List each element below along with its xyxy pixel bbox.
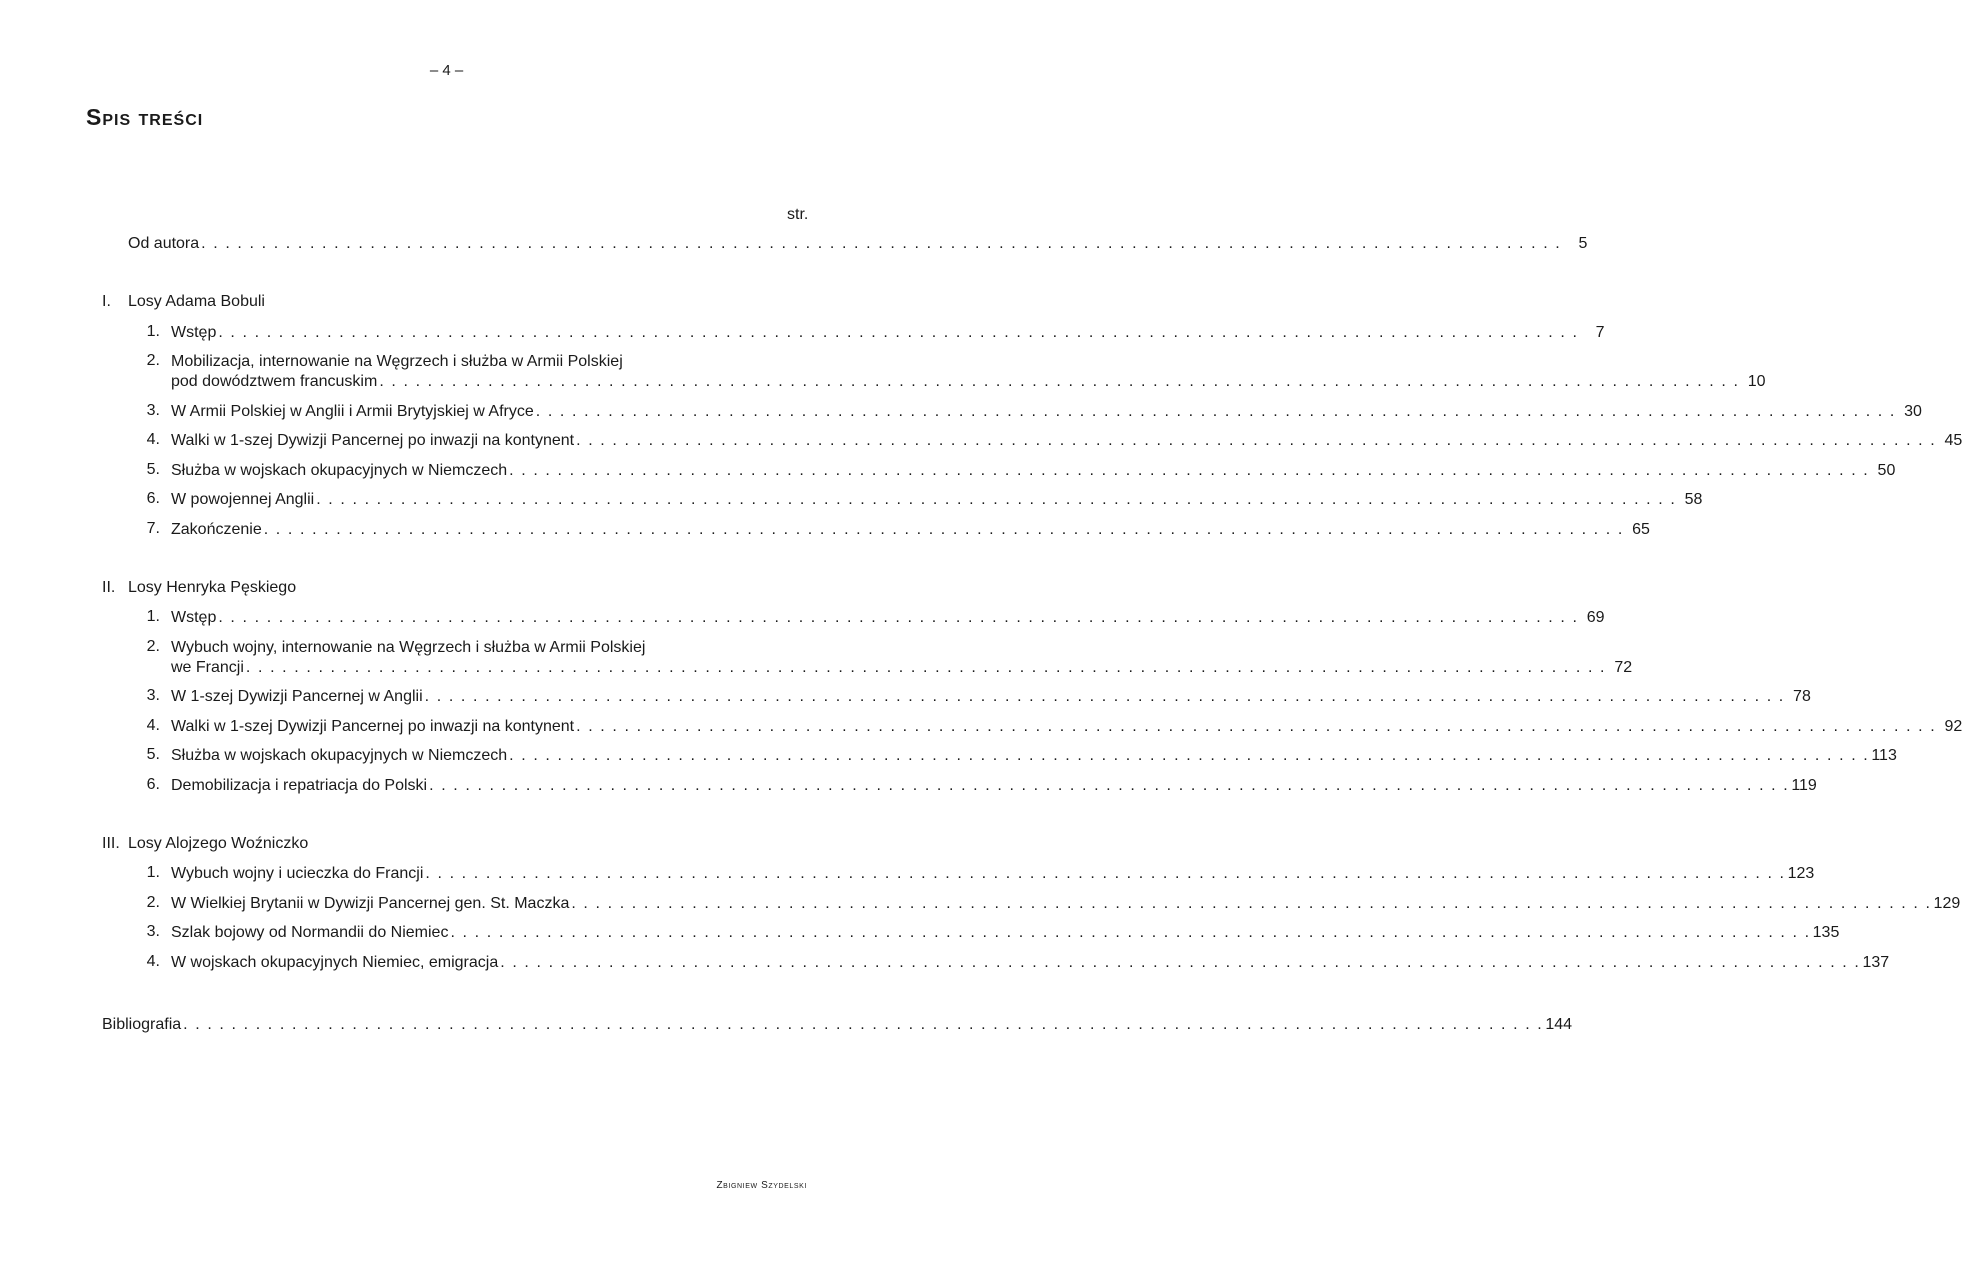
item-number: 2. [146,637,160,655]
dot-leader: . . . . . . . . . . . . . . . . . . . . . . . . . . . . . . . . . . . . . . . . . . . . . . . . . . . . . . . . . . . . . . . . . . . . . . . . . . . . . . . . . . . . . . . . . . . . . . . . . . . . . . . . . . . . . . . . . [500,953,1861,971]
item-row [171,520,1650,540]
item-page: 7 [1595,323,1605,341]
item-entry [171,461,1896,481]
item-entry [171,490,1703,510]
item-entry [171,717,1962,737]
item-entry [171,746,1897,766]
item-row [171,608,1605,628]
intro-page: 5 [1578,235,1588,252]
bibliography-row [102,1015,1573,1035]
item-entry [171,402,1922,422]
item-text-line: Mobilizacja, internowanie na Węgrzech i służba w Armii Polskiej [171,353,623,370]
item-entry [171,608,1605,628]
item-number: 6. [146,490,160,507]
dot-leader: . . . . . . . . . . . . . . . . . . . . . . . . . . . . . . . . . . . . . . . . . . . . . . . . . . . . . . . . . . . . . . . . . . . . . . . . . . . . . . . . . . . . . . . . . . . . . . . . . . . . . . . . . . . . . . . . . [218,609,1579,626]
dot-leader: . . . . . . . . . . . . . . . . . . . . . . . . . . . . . . . . . . . . . . . . . . . . . . . . . . . . . . . . . . . . . . . . . . . . . . . . . . . . . . . . . . . . . . . . . . . . . . . . . . . . . . . . . . . . . . . . . [245,658,1607,676]
bibliography-text: Bibliografia [102,1016,182,1033]
section-title: Losy Adama Bobuli [128,293,265,310]
item-text-line: Wybuch wojny, internowanie na Węgrzech i służba w Armii Polskiej [171,638,646,656]
item-number: 5. [146,746,160,763]
item-row [171,490,1703,510]
section-title: Losy Henryka Pęskiego [128,578,297,596]
dot-leader: . . . . . . . . . . . . . . . . . . . . . . . . . . . . . . . . . . . . . . . . . . . . . . . . . . . . . . . . . . . . . . . . . . . . . . . . . . . . . . . . . . . . . . . . . . . . . . . . . . . . . . . . . . . . . . . . . [183,1016,1544,1033]
item-row [171,323,1605,343]
item-row [171,431,1962,451]
bibliography-page: 144 [1545,1016,1573,1033]
item-row [171,746,1897,766]
item-number: 1. [146,864,160,881]
item-number: 4. [146,431,160,448]
item-entry [171,953,1890,973]
item-text: Zakończenie [171,520,262,538]
item-text: W 1-szej Dywizji Pancernej w Anglii [171,688,423,705]
section-number: III. [102,834,120,852]
item-page: 69 [1586,609,1605,626]
dot-leader: . . . . . . . . . . . . . . . . . . . . . . . . . . . . . . . . . . . . . . . . . . . . . . . . . . . . . . . . . . . . . . . . . . . . . . . . . . . . . . . . . . . . . . . . . . . . . . . . . . . . . . . . . . . . . . . . . [429,776,1790,794]
item-row [171,776,1817,796]
item-text: Służba w wojskach okupacyjnych w Niemczech [171,747,508,764]
item-text: Wstęp [171,609,217,626]
dot-leader: . . . . . . . . . . . . . . . . . . . . . . . . . . . . . . . . . . . . . . . . . . . . . . . . . . . . . . . . . . . . . . . . . . . . . . . . . . . . . . . . . . . . . . . . . . . . . . . . . . . . . . . . . . . . . . . . . [576,432,1937,449]
item-entry [171,372,1766,392]
item-page: 45 [1944,432,1962,449]
item-text: Służba w wojskach okupacyjnych w Niemczech [171,461,508,479]
item-number: 1. [146,322,160,340]
item-entry [171,520,1650,540]
item-page: 113 [1871,747,1897,764]
item-text: Szlak bojowy od Normandii do Niemiec [171,924,449,941]
item-number: 6. [146,775,160,793]
item-page: 72 [1614,658,1633,676]
item-text: Wstęp [171,323,217,341]
item-page: 123 [1787,865,1815,882]
item-page: 50 [1877,461,1896,479]
dot-leader: . . . . . . . . . . . . . . . . . . . . . . . . . . . . . . . . . . . . . . . . . . . . . . . . . . . . . . . . . . . . . . . . . . . . . . . . . . . . . . . . . . . . . . . . . . . . . . . . . . . . . . . . . . . . . . . . . [509,461,1870,479]
item-entry [171,894,1961,914]
item-number: 3. [146,687,160,704]
item-number: 4. [146,716,160,734]
item-number: 5. [146,460,160,478]
item-entry [171,658,1633,678]
item-entry [171,776,1817,796]
item-row [171,953,1890,973]
section-number: II. [102,578,116,596]
item-page: 119 [1791,776,1817,794]
intro-row [128,234,1588,254]
dot-leader: . . . . . . . . . . . . . . . . . . . . . . . . . . . . . . . . . . . . . . . . . . . . . . . . . . . . . . . . . . . . . . . . . . . . . . . . . . . . . . . . . . . . . . . . . . . . . . . . . . . . . . . . . . . . . . . . . [316,491,1677,508]
item-text: Wybuch wojny i ucieczka do Francji [171,865,424,882]
dot-leader: . . . . . . . . . . . . . . . . . . . . . . . . . . . . . . . . . . . . . . . . . . . . . . . . . . . . . . . . . . . . . . . . . . . . . . . . . . . . . . . . . . . . . . . . . . . . . . . . . . . . . . . . . . . . . . . . . [571,894,1932,912]
dot-leader: . . . . . . . . . . . . . . . . . . . . . . . . . . . . . . . . . . . . . . . . . . . . . . . . . . . . . . . . . . . . . . . . . . . . . . . . . . . . . . . . . . . . . . . . . . . . . . . . . . . . . . . . . . . . . . . . . [424,688,1785,705]
item-row [171,864,1815,884]
dot-leader: . . . . . . . . . . . . . . . . . . . . . . . . . . . . . . . . . . . . . . . . . . . . . . . . . . . . . . . . . . . . . . . . . . . . . . . . . . . . . . . . . . . . . . . . . . . . . . . . . . . . . . . . . . . . . . . . . [509,747,1870,764]
item-page: 58 [1684,491,1703,508]
item-number: 3. [146,401,160,419]
dot-leader: . . . . . . . . . . . . . . . . . . . . . . . . . . . . . . . . . . . . . . . . . . . . . . . . . . . . . . . . . . . . . . . . . . . . . . . . . . . . . . . . . . . . . . . . . . . . . . . . . . . . . . . . . . . . . . . . . [218,323,1579,341]
item-entry [171,687,1811,707]
dot-leader: . . . . . . . . . . . . . . . . . . . . . . . . . . . . . . . . . . . . . . . . . . . . . . . . . . . . . . . . . . . . . . . . . . . . . . . . . . . . . . . . . . . . . . . . . . . . . . . . . . . . . . . . . . . . . . . . . [263,520,1624,538]
page-column-label: str. [787,206,809,223]
item-number: 3. [146,923,160,940]
item-text: W powojennej Anglii [171,491,315,508]
item-entry [171,923,1840,943]
item-row [171,923,1840,943]
item-text: W Armii Polskiej w Anglii i Armii Brytyjskiej w Afryce [171,402,534,420]
item-number: 1. [146,608,160,625]
page-number: – 4 – [429,62,464,79]
item-row [171,372,1766,392]
section-number: I. [102,293,111,310]
item-text: Walki w 1-szej Dywizji Pancernej po inwazji na kontynent [171,432,575,449]
dot-leader: . . . . . . . . . . . . . . . . . . . . . . . . . . . . . . . . . . . . . . . . . . . . . . . . . . . . . . . . . . . . . . . . . . . . . . . . . . . . . . . . . . . . . . . . . . . . . . . . . . . . . . . . . . . . . . . . . [450,924,1811,941]
section-title: Losy Alojzego Woźniczko [128,834,309,852]
dot-leader: . . . . . . . . . . . . . . . . . . . . . . . . . . . . . . . . . . . . . . . . . . . . . . . . . . . . . . . . . . . . . . . . . . . . . . . . . . . . . . . . . . . . . . . . . . . . . . . . . . . . . . . . . . . . . . . . . [201,235,1562,252]
item-entry [171,864,1815,884]
item-row [171,894,1961,914]
item-page: 129 [1933,894,1961,912]
item-number: 7. [146,519,160,537]
intro-text: Od autora [128,235,200,252]
item-row [171,717,1962,737]
item-page: 30 [1904,402,1922,420]
item-page: 137 [1862,953,1890,971]
item-row [171,461,1896,481]
dot-leader: . . . . . . . . . . . . . . . . . . . . . . . . . . . . . . . . . . . . . . . . . . . . . . . . . . . . . . . . . . . . . . . . . . . . . . . . . . . . . . . . . . . . . . . . . . . . . . . . . . . . . . . . . . . . . . . . . [535,402,1896,420]
item-number: 4. [146,952,160,970]
item-row [171,658,1633,678]
bibliography-entry [102,1015,1573,1035]
item-text: Walki w 1-szej Dywizji Pancernej po inwazji na kontynent [171,717,575,735]
page-title: Spis treści [86,104,204,130]
item-page: 78 [1793,688,1811,705]
item-page: 92 [1944,717,1962,735]
item-text: we Francji [171,658,244,676]
dot-leader: . . . . . . . . . . . . . . . . . . . . . . . . . . . . . . . . . . . . . . . . . . . . . . . . . . . . . . . . . . . . . . . . . . . . . . . . . . . . . . . . . . . . . . . . . . . . . . . . . . . . . . . . . . . . . . . . . [425,865,1786,882]
dot-leader: . . . . . . . . . . . . . . . . . . . . . . . . . . . . . . . . . . . . . . . . . . . . . . . . . . . . . . . . . . . . . . . . . . . . . . . . . . . . . . . . . . . . . . . . . . . . . . . . . . . . . . . . . . . . . . . . . [576,717,1937,735]
item-text: W wojskach okupacyjnych Niemiec, emigracja [171,953,499,971]
item-page: 65 [1632,520,1650,538]
item-number: 2. [146,352,160,369]
item-text: W Wielkiej Brytanii w Dywizji Pancernej gen. St. Maczka [171,894,570,912]
item-entry [171,323,1605,343]
item-row [171,687,1811,707]
item-text: pod dowództwem francuskim [171,373,378,390]
item-entry [171,431,1962,451]
item-page: 10 [1747,373,1766,390]
item-page: 135 [1812,924,1840,941]
footer-author: Zbigniew Szydelski [716,1180,807,1191]
intro-entry [128,234,1588,254]
item-row [171,402,1922,422]
item-text: Demobilizacja i repatriacja do Polski [171,776,428,794]
dot-leader: . . . . . . . . . . . . . . . . . . . . . . . . . . . . . . . . . . . . . . . . . . . . . . . . . . . . . . . . . . . . . . . . . . . . . . . . . . . . . . . . . . . . . . . . . . . . . . . . . . . . . . . . . . . . . . . . . [379,373,1740,390]
item-number: 2. [146,893,160,911]
